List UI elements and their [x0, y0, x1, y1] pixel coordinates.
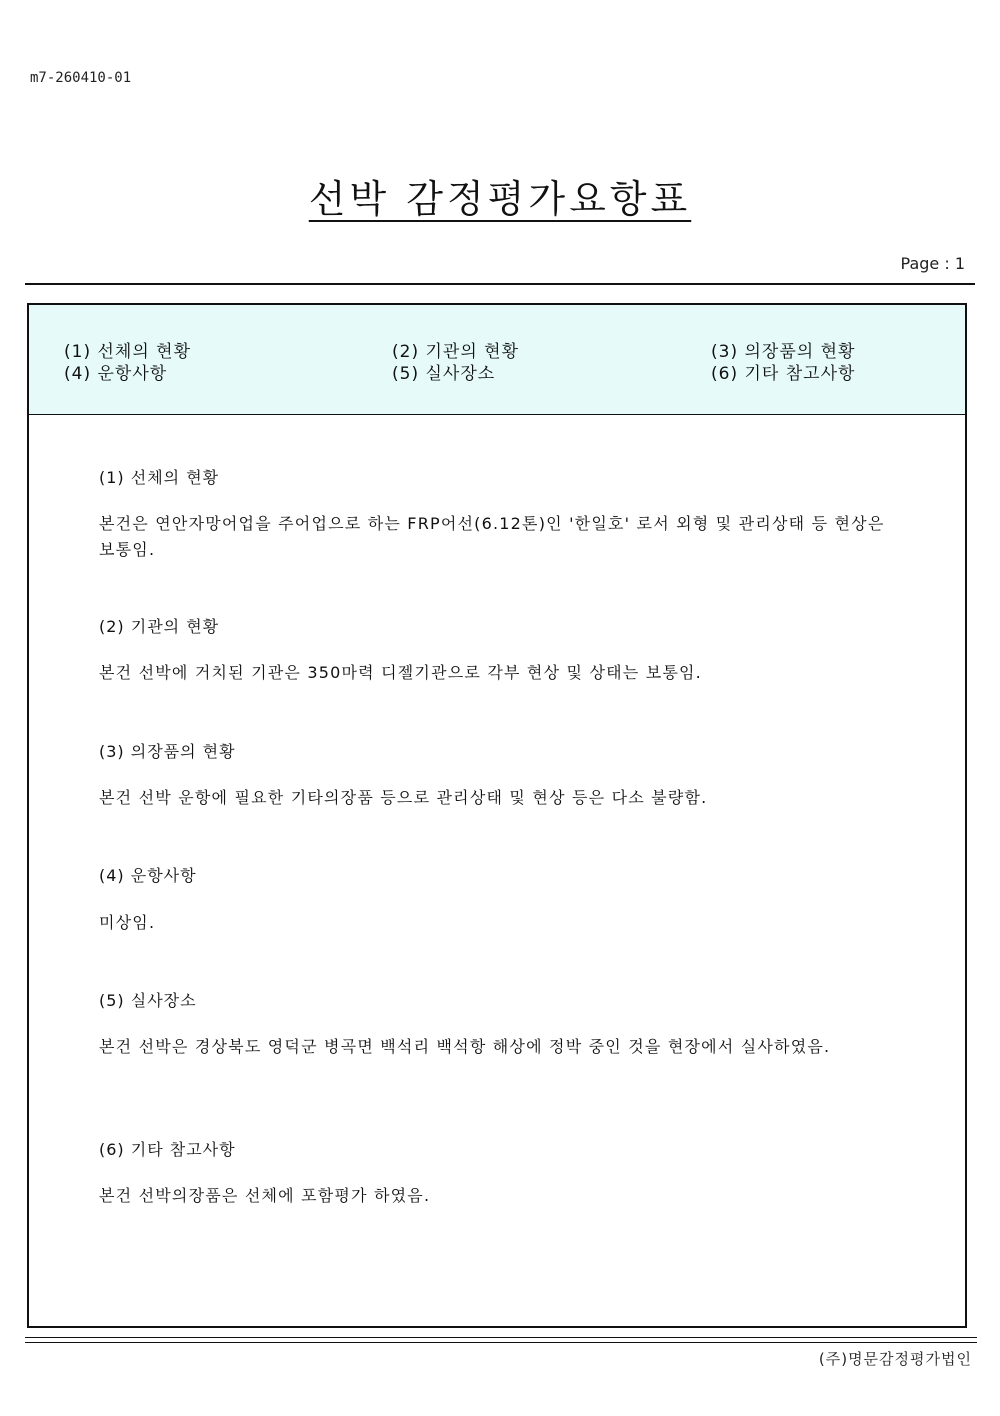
toc-item-other-notes: (6) 기타 참고사항: [711, 364, 856, 384]
company-name: (주)명문감정평가법인: [818, 1350, 972, 1368]
section-title-engine: (2) 기관의 현황: [99, 617, 220, 636]
document-code: m7-260410-01: [30, 70, 132, 86]
section-title-other-notes: (6) 기타 참고사항: [99, 1140, 236, 1159]
section-body-engine: 본건 선박에 거치된 기관은 350마력 디젤기관으로 각부 현상 및 상태는 보통임.: [99, 663, 702, 682]
section-body-operation: 미상임.: [99, 913, 156, 932]
section-title-equipment: (3) 의장품의 현황: [99, 742, 236, 761]
section-title-inspection-site: (5) 실사장소: [99, 991, 197, 1010]
toc-item-hull: (1) 선체의 현황: [64, 342, 191, 362]
section-body-hull: 본건은 연안자망어업을 주어업으로 하는 FRP어선(6.12톤)인 '한일호' 로서 외형 및 관리상태 등 현상은 보통임.: [99, 514, 885, 559]
content-frame: [27, 303, 967, 1328]
footer-divider-upper: [25, 1337, 977, 1338]
page-number: Page : 1: [900, 254, 965, 273]
document-title: 선박 감정평가요항표: [308, 177, 692, 221]
section-body-equipment: 본건 선박 운항에 필요한 기타의장품 등으로 관리상태 및 현상 등은 다소 불량함.: [99, 788, 708, 807]
toc-item-engine: (2) 기관의 현황: [392, 342, 519, 362]
toc-item-operation: (4) 운항사항: [64, 364, 168, 384]
section-body-other-notes: 본건 선박의장품은 선체에 포함평가 하였음.: [99, 1186, 431, 1205]
header-divider: [25, 283, 975, 285]
toc-item-equipment: (3) 의장품의 현황: [711, 342, 856, 362]
toc-item-inspection-site: (5) 실사장소: [392, 364, 496, 384]
section-title-hull: (1) 선체의 현황: [99, 468, 220, 487]
footer-divider-lower: [25, 1342, 977, 1343]
section-body-inspection-site: 본건 선박은 경상북도 영덕군 병곡면 백석리 백석항 해상에 정박 중인 것을 현장에서 실사하였음.: [99, 1037, 831, 1056]
section-title-operation: (4) 운항사항: [99, 866, 197, 885]
table-of-contents: [29, 305, 965, 415]
